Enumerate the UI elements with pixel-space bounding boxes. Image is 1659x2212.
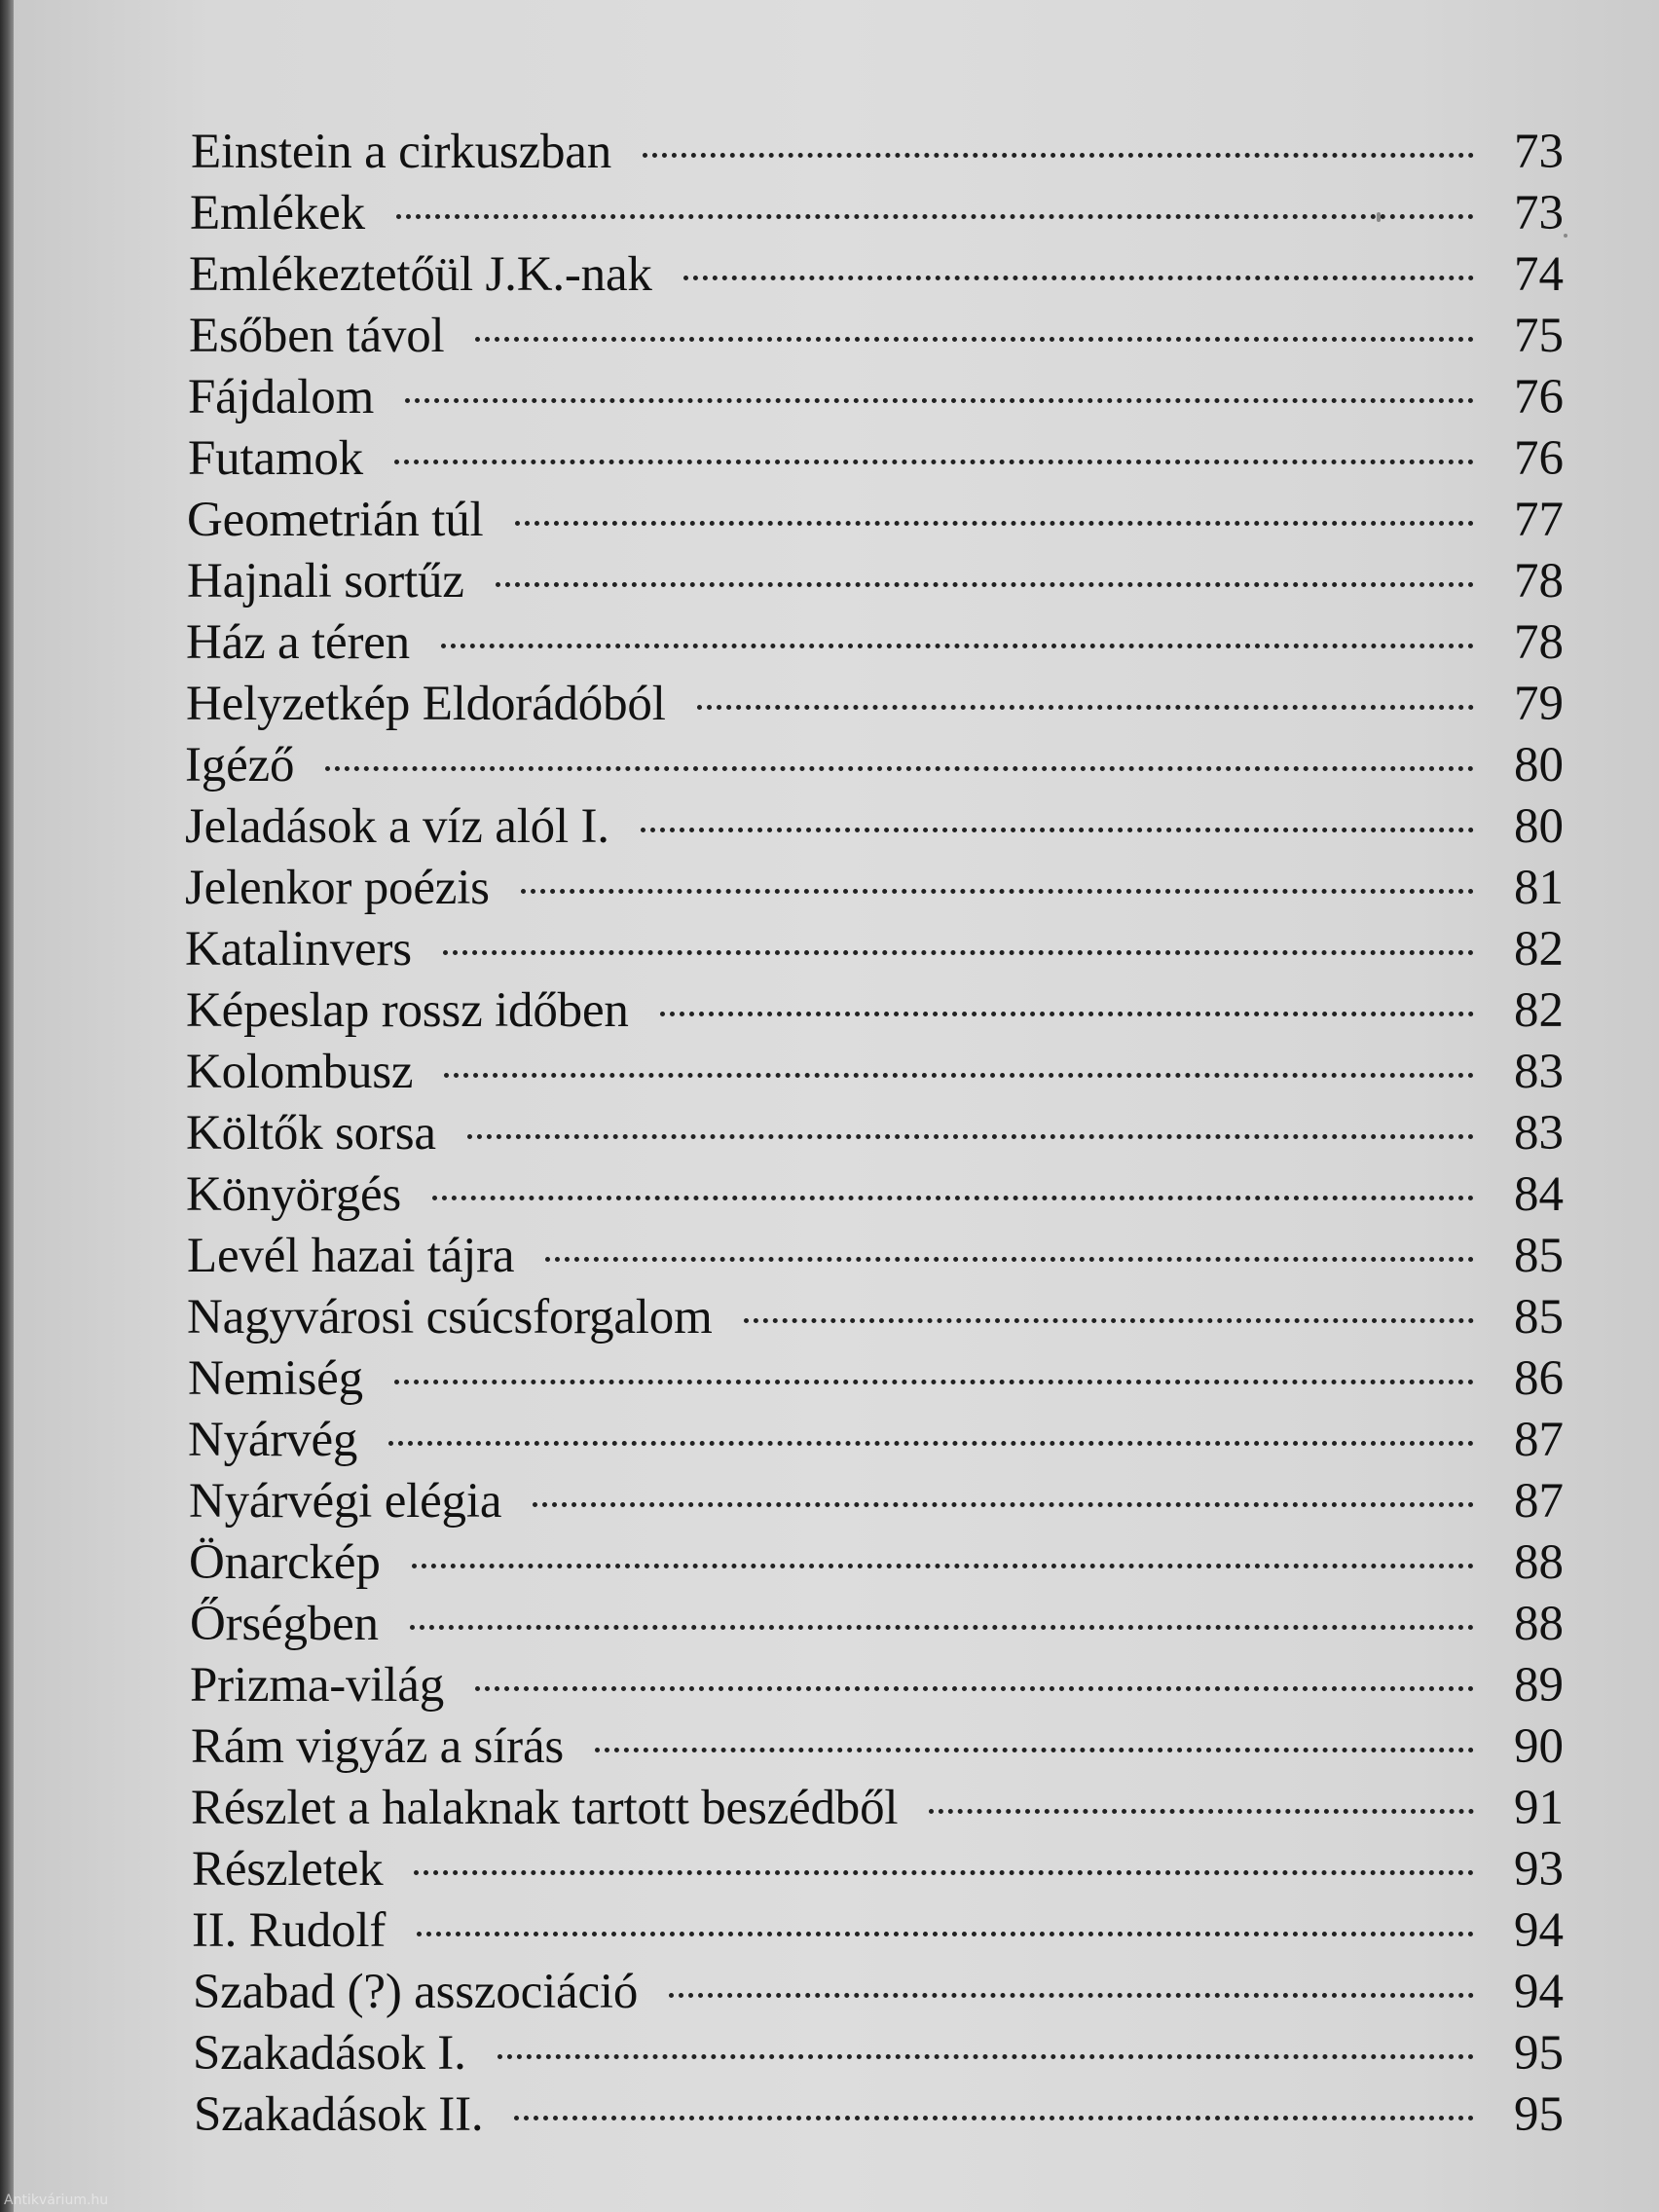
toc-entry-title: Kolombusz: [186, 1045, 414, 1099]
dot-leader: [545, 1257, 1474, 1262]
toc-entry: [186, 674, 1564, 734]
toc-entry-title: Emlékeztetőül J.K.-nak: [189, 247, 652, 302]
watermark: Antikvárium.hu: [4, 2193, 109, 2208]
toc-entry-page: 73: [1514, 186, 1564, 240]
toc-entry-page: 74: [1514, 247, 1564, 302]
dot-leader: [432, 1196, 1474, 1200]
toc-entry-title: Hajnali sortűz: [187, 554, 464, 608]
toc-entry: [194, 2084, 1564, 2145]
toc-entry: [186, 1042, 1564, 1102]
paper-speck: [1564, 234, 1567, 238]
toc-entry: [191, 1716, 1564, 1777]
toc-entry-page: 75: [1514, 309, 1564, 363]
toc-entry: [189, 1471, 1564, 1531]
toc-entry-title: Részletek: [192, 1842, 384, 1897]
toc-entry: [190, 183, 1564, 243]
toc-entry-title: Katalinvers: [185, 922, 412, 977]
toc-entry: [188, 1410, 1564, 1470]
toc-entry-title: Rám vigyáz a sírás: [191, 1719, 565, 1774]
toc-entry-page: 79: [1514, 677, 1564, 731]
dot-leader: [521, 889, 1474, 894]
toc-entry-title: Önarckép: [189, 1535, 381, 1590]
toc-entry: [187, 551, 1564, 611]
toc-entry-page: 86: [1514, 1351, 1564, 1406]
dot-leader: [410, 1625, 1474, 1630]
toc-entry-page: 82: [1514, 983, 1564, 1038]
toc-entry-page: 94: [1514, 1965, 1564, 2019]
toc-entry-title: Helyzetkép Eldorádóból: [186, 677, 666, 731]
dot-leader: [441, 644, 1474, 648]
toc-entry-title: Ház a téren: [186, 615, 410, 670]
toc-entry-title: Prizma-világ: [190, 1658, 445, 1713]
toc-entry-page: 73: [1514, 125, 1564, 179]
toc-entry: [189, 244, 1564, 305]
toc-entry-title: Képeslap rossz időben: [186, 983, 629, 1038]
toc-entry: [187, 490, 1564, 550]
toc-entry-title: Őrségben: [190, 1597, 379, 1651]
toc-entry: [188, 1348, 1564, 1409]
toc-entry-title: Fájdalom: [188, 370, 375, 424]
dot-leader: [405, 398, 1474, 403]
toc-entry-page: 76: [1514, 431, 1564, 486]
toc-entry: [186, 980, 1564, 1041]
dot-leader: [414, 1870, 1474, 1875]
toc-entry-title: Jeladások a víz alól I.: [185, 799, 609, 854]
toc-entry: [192, 1900, 1564, 1961]
toc-entry: [191, 122, 1564, 182]
dot-leader: [443, 950, 1474, 955]
dot-leader: [496, 582, 1474, 587]
dot-leader: [388, 1441, 1474, 1446]
toc-entry: [191, 1778, 1564, 1838]
dot-leader: [533, 1502, 1474, 1507]
toc-entry-page: 94: [1514, 1903, 1564, 1958]
toc-entry-title: Esőben távol: [189, 309, 445, 363]
toc-entry-page: 80: [1514, 799, 1564, 854]
toc-entry: [193, 2023, 1564, 2083]
toc-entry: [186, 1164, 1564, 1225]
toc-entry-page: 91: [1514, 1781, 1564, 1835]
dot-leader: [641, 828, 1474, 832]
toc-entry-page: 87: [1514, 1413, 1564, 1467]
toc-entry-page: 84: [1514, 1167, 1564, 1222]
toc-entry: [185, 796, 1564, 857]
toc-entry-title: Igéző: [185, 738, 295, 793]
dot-leader: [417, 1932, 1474, 1936]
toc-entry-title: Einstein a cirkuszban: [191, 125, 611, 179]
dot-leader: [660, 1012, 1474, 1016]
toc-entry: [185, 919, 1564, 979]
toc-entry-title: II. Rudolf: [192, 1903, 387, 1958]
toc-entry-title: Részlet a halaknak tartott beszédből: [191, 1781, 899, 1835]
toc-entry: [185, 735, 1564, 795]
toc-entry-page: 76: [1514, 370, 1564, 424]
paper-speck: [1377, 212, 1381, 222]
toc-entry-page: 83: [1514, 1045, 1564, 1099]
toc-entry: [185, 858, 1564, 918]
toc-entry-title: Futamok: [188, 431, 363, 486]
toc-entry-title: Szakadások I.: [193, 2026, 466, 2081]
toc-entry-title: Nyárvég: [188, 1413, 358, 1467]
dot-leader: [595, 1748, 1474, 1752]
dot-leader: [396, 214, 1474, 219]
dot-leader: [394, 1380, 1474, 1384]
toc-entry-page: 88: [1514, 1597, 1564, 1651]
toc-entry: [188, 428, 1564, 489]
toc-entry: [192, 1839, 1564, 1899]
toc-entry-page: 77: [1514, 493, 1564, 547]
toc-entry: [188, 367, 1564, 427]
toc-entry-page: 95: [1514, 2087, 1564, 2142]
book-spine-edge: [0, 0, 14, 2212]
dot-leader: [467, 1134, 1474, 1139]
toc-entry-page: 78: [1514, 615, 1564, 670]
toc-entry-page: 85: [1514, 1290, 1564, 1345]
toc-entry-title: Nagyvárosi csúcsforgalom: [187, 1290, 713, 1345]
dot-leader: [514, 2116, 1474, 2120]
toc-entry-title: Emlékek: [190, 186, 365, 240]
toc-entry-page: 83: [1514, 1106, 1564, 1161]
dot-leader: [929, 1809, 1474, 1814]
toc-entry-page: 87: [1514, 1474, 1564, 1529]
dot-leader: [498, 2054, 1474, 2059]
dot-leader: [475, 337, 1474, 342]
dot-leader: [697, 705, 1474, 710]
toc-entry-title: Költők sorsa: [186, 1106, 436, 1161]
toc-entry-page: 78: [1514, 554, 1564, 608]
toc-entry-title: Jelenkor poézis: [185, 861, 490, 915]
toc-entry-page: 90: [1514, 1719, 1564, 1774]
toc-entry: [190, 1655, 1564, 1715]
toc-entry-page: 89: [1514, 1658, 1564, 1713]
toc-entry: [189, 1532, 1564, 1593]
dot-leader: [325, 766, 1474, 771]
dot-leader: [475, 1686, 1474, 1691]
toc-entry: [186, 1103, 1564, 1163]
dot-leader: [643, 153, 1474, 158]
book-page: [14, 0, 1659, 2212]
toc-entry-title: Könyörgés: [186, 1167, 402, 1222]
dot-leader: [683, 276, 1474, 280]
dot-leader: [744, 1318, 1474, 1323]
dot-leader: [444, 1073, 1474, 1078]
toc-entry-page: 95: [1514, 2026, 1564, 2081]
toc-entry-title: Levél hazai tájra: [187, 1229, 515, 1283]
toc-entry-page: 88: [1514, 1535, 1564, 1590]
toc-entry-title: Szakadások II.: [194, 2087, 484, 2142]
dot-leader: [515, 521, 1474, 526]
toc-entry-page: 82: [1514, 922, 1564, 977]
toc-entry-page: 85: [1514, 1229, 1564, 1283]
toc-entry: [193, 1962, 1564, 2022]
toc-entry-page: 81: [1514, 861, 1564, 915]
toc-entry-page: 93: [1514, 1842, 1564, 1897]
toc-entry: [190, 1594, 1564, 1654]
toc-entry-title: Szabad (?) asszociáció: [193, 1965, 639, 2019]
toc-entry-title: Geometrián túl: [187, 493, 484, 547]
dot-leader: [669, 1993, 1474, 1998]
toc-entry: [187, 1287, 1564, 1347]
dot-leader: [394, 460, 1474, 464]
toc-entry: [189, 306, 1564, 366]
toc-entry-title: Nyárvégi elégia: [189, 1474, 502, 1529]
toc-entry: [186, 612, 1564, 673]
toc-entry-title: Nemiség: [188, 1351, 363, 1406]
toc-entry-page: 80: [1514, 738, 1564, 793]
toc-entry: [187, 1226, 1564, 1286]
dot-leader: [412, 1564, 1474, 1568]
